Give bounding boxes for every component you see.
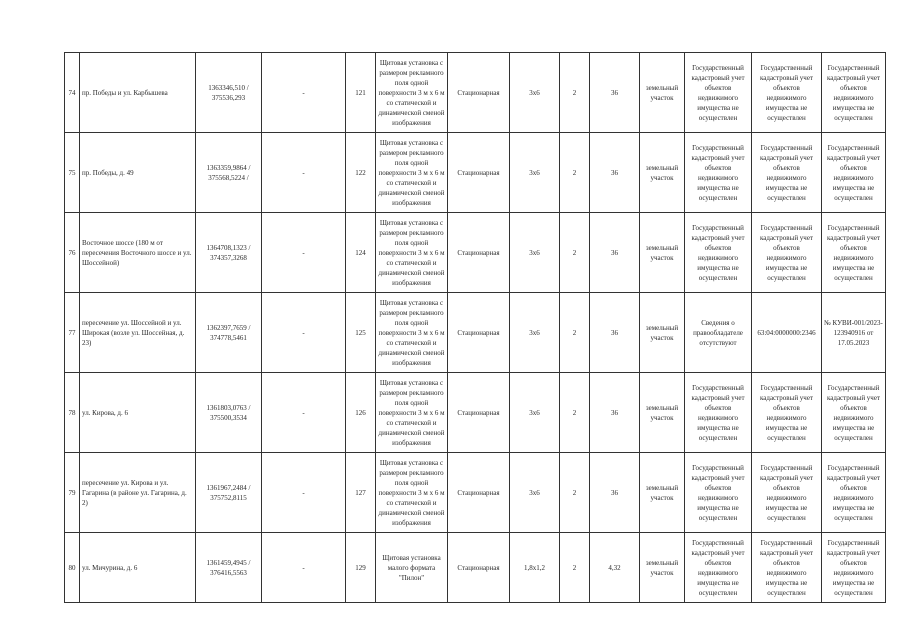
address-cell: ул. Мичурина, д. 6 <box>80 533 196 603</box>
sides-cell: 2 <box>560 373 590 453</box>
id-cell: 122 <box>346 133 376 213</box>
area-cell: 36 <box>590 53 640 133</box>
size-cell: 3х6 <box>510 133 560 213</box>
dash-cell: - <box>262 213 346 293</box>
dash-cell: - <box>262 53 346 133</box>
address-cell: пересечение ул. Кирова и ул. Гагарина (в районе ул. Гагарина, д. 2) <box>80 453 196 533</box>
sides-cell: 2 <box>560 53 590 133</box>
type-cell: Стационарная <box>448 53 510 133</box>
description-cell: Щитовая установка с размером рекламного поля одной поверхности 3 м х 6 м со статической и динамической сменой изображения <box>376 453 448 533</box>
cadastral-cell-1: Сведения о правообладателе отсутствуют <box>685 293 752 373</box>
coordinates-cell: 1363346,510 / 375536,293 <box>196 53 262 133</box>
size-cell: 1,8х1,2 <box>510 533 560 603</box>
cadastral-cell-2: Государственный кадастровый учет объектов недвижимого имущества не осуществлен <box>752 213 822 293</box>
coordinates-cell: 1363359,9864 / 375568,5224 / <box>196 133 262 213</box>
address-cell: пр. Победы, д. 49 <box>80 133 196 213</box>
id-cell: 121 <box>346 53 376 133</box>
cadastral-cell-3: № КУВИ-001/2023-123940916 от 17.05.2023 <box>822 293 886 373</box>
area-cell: 36 <box>590 213 640 293</box>
table-row <box>65 453 886 533</box>
address-cell: ул. Кирова, д. 6 <box>80 373 196 453</box>
cadastral-cell-1: Государственный кадастровый учет объектов недвижимого имущества не осуществлен <box>685 133 752 213</box>
register-table <box>64 52 886 603</box>
type-cell: Стационарная <box>448 453 510 533</box>
description-cell: Щитовая установка с размером рекламного поля одной поверхности 3 м х 6 м со статической и динамической сменой изображения <box>376 373 448 453</box>
dash-cell: - <box>262 453 346 533</box>
sides-cell: 2 <box>560 213 590 293</box>
type-cell: Стационарная <box>448 533 510 603</box>
description-cell: Щитовая установка с размером рекламного поля одной поверхности 3 м х 6 м со статической и динамической сменой изображения <box>376 293 448 373</box>
description-cell: Щитовая установка малого формата "Пилон" <box>376 533 448 603</box>
dash-cell: - <box>262 533 346 603</box>
cadastral-cell-2: Государственный кадастровый учет объектов недвижимого имущества не осуществлен <box>752 53 822 133</box>
type-cell: Стационарная <box>448 133 510 213</box>
row-number: 76 <box>65 213 80 293</box>
size-cell: 3х6 <box>510 53 560 133</box>
dash-cell: - <box>262 293 346 373</box>
coordinates-cell: 1361803,0763 / 375500,3534 <box>196 373 262 453</box>
type-cell: Стационарная <box>448 213 510 293</box>
size-cell: 3х6 <box>510 453 560 533</box>
area-cell: 36 <box>590 373 640 453</box>
dash-cell: - <box>262 373 346 453</box>
id-cell: 127 <box>346 453 376 533</box>
table-row <box>65 213 886 293</box>
id-cell: 124 <box>346 213 376 293</box>
coordinates-cell: 1362397,7659 / 374778,5461 <box>196 293 262 373</box>
cadastral-cell-2: Государственный кадастровый учет объектов недвижимого имущества не осуществлен <box>752 133 822 213</box>
table-row <box>65 533 886 603</box>
cadastral-cell-1: Государственный кадастровый учет объектов недвижимого имущества не осуществлен <box>685 453 752 533</box>
table-row <box>65 293 886 373</box>
cadastral-cell-2: Государственный кадастровый учет объектов недвижимого имущества не осуществлен <box>752 373 822 453</box>
id-cell: 126 <box>346 373 376 453</box>
cadastral-cell-3: Государственный кадастровый учет объектов недвижимого имущества не осуществлен <box>822 453 886 533</box>
sides-cell: 2 <box>560 293 590 373</box>
row-number: 75 <box>65 133 80 213</box>
sides-cell: 2 <box>560 453 590 533</box>
cadastral-cell-3: Государственный кадастровый учет объектов недвижимого имущества не осуществлен <box>822 373 886 453</box>
address-cell: Восточное шоссе (180 м от пересечения Восточного шоссе и ул. Шоссейной) <box>80 213 196 293</box>
dash-cell: - <box>262 133 346 213</box>
sides-cell: 2 <box>560 533 590 603</box>
table-row <box>65 53 886 133</box>
type-cell: Стационарная <box>448 293 510 373</box>
area-cell: 36 <box>590 293 640 373</box>
cadastral-cell-1: Государственный кадастровый учет объектов недвижимого имущества не осуществлен <box>685 533 752 603</box>
description-cell: Щитовая установка с размером рекламного поля одной поверхности 3 м х 6 м со статической и динамической сменой изображения <box>376 133 448 213</box>
description-cell: Щитовая установка с размером рекламного поля одной поверхности 3 м х 6 м со статической и динамической сменой изображения <box>376 53 448 133</box>
land-cell: земельный участок <box>640 213 685 293</box>
cadastral-cell-1: Государственный кадастровый учет объектов недвижимого имущества не осуществлен <box>685 373 752 453</box>
id-cell: 125 <box>346 293 376 373</box>
land-cell: земельный участок <box>640 293 685 373</box>
cadastral-cell-2: Государственный кадастровый учет объектов недвижимого имущества не осуществлен <box>752 533 822 603</box>
address-cell: пр. Победы и ул. Карбышева <box>80 53 196 133</box>
cadastral-cell-2: Государственный кадастровый учет объектов недвижимого имущества не осуществлен <box>752 453 822 533</box>
land-cell: земельный участок <box>640 53 685 133</box>
size-cell: 3х6 <box>510 293 560 373</box>
land-cell: земельный участок <box>640 533 685 603</box>
row-number: 80 <box>65 533 80 603</box>
cadastral-cell-1: Государственный кадастровый учет объектов недвижимого имущества не осуществлен <box>685 213 752 293</box>
cadastral-cell-2: 63:04:0000000:2346 <box>752 293 822 373</box>
land-cell: земельный участок <box>640 453 685 533</box>
area-cell: 36 <box>590 133 640 213</box>
coordinates-cell: 1361459,4945 / 376416,5563 <box>196 533 262 603</box>
table-row <box>65 133 886 213</box>
type-cell: Стационарная <box>448 373 510 453</box>
table-row <box>65 373 886 453</box>
sides-cell: 2 <box>560 133 590 213</box>
area-cell: 36 <box>590 453 640 533</box>
cadastral-cell-1: Государственный кадастровый учет объектов недвижимого имущества не осуществлен <box>685 53 752 133</box>
coordinates-cell: 1361967,2484 / 375752,8115 <box>196 453 262 533</box>
coordinates-cell: 1364708,1323 / 374357,3268 <box>196 213 262 293</box>
row-number: 77 <box>65 293 80 373</box>
land-cell: земельный участок <box>640 133 685 213</box>
description-cell: Щитовая установка с размером рекламного поля одной поверхности 3 м х 6 м со статической и динамической сменой изображения <box>376 213 448 293</box>
land-cell: земельный участок <box>640 373 685 453</box>
cadastral-cell-3: Государственный кадастровый учет объектов недвижимого имущества не осуществлен <box>822 133 886 213</box>
size-cell: 3х6 <box>510 373 560 453</box>
area-cell: 4,32 <box>590 533 640 603</box>
cadastral-cell-3: Государственный кадастровый учет объектов недвижимого имущества не осуществлен <box>822 213 886 293</box>
cadastral-cell-3: Государственный кадастровый учет объектов недвижимого имущества не осуществлен <box>822 533 886 603</box>
id-cell: 129 <box>346 533 376 603</box>
size-cell: 3х6 <box>510 213 560 293</box>
row-number: 79 <box>65 453 80 533</box>
address-cell: пересечение ул. Шоссейной и ул. Широкая (возле ул. Шоссейная, д. 23) <box>80 293 196 373</box>
cadastral-cell-3: Государственный кадастровый учет объектов недвижимого имущества не осуществлен <box>822 53 886 133</box>
row-number: 74 <box>65 53 80 133</box>
row-number: 78 <box>65 373 80 453</box>
